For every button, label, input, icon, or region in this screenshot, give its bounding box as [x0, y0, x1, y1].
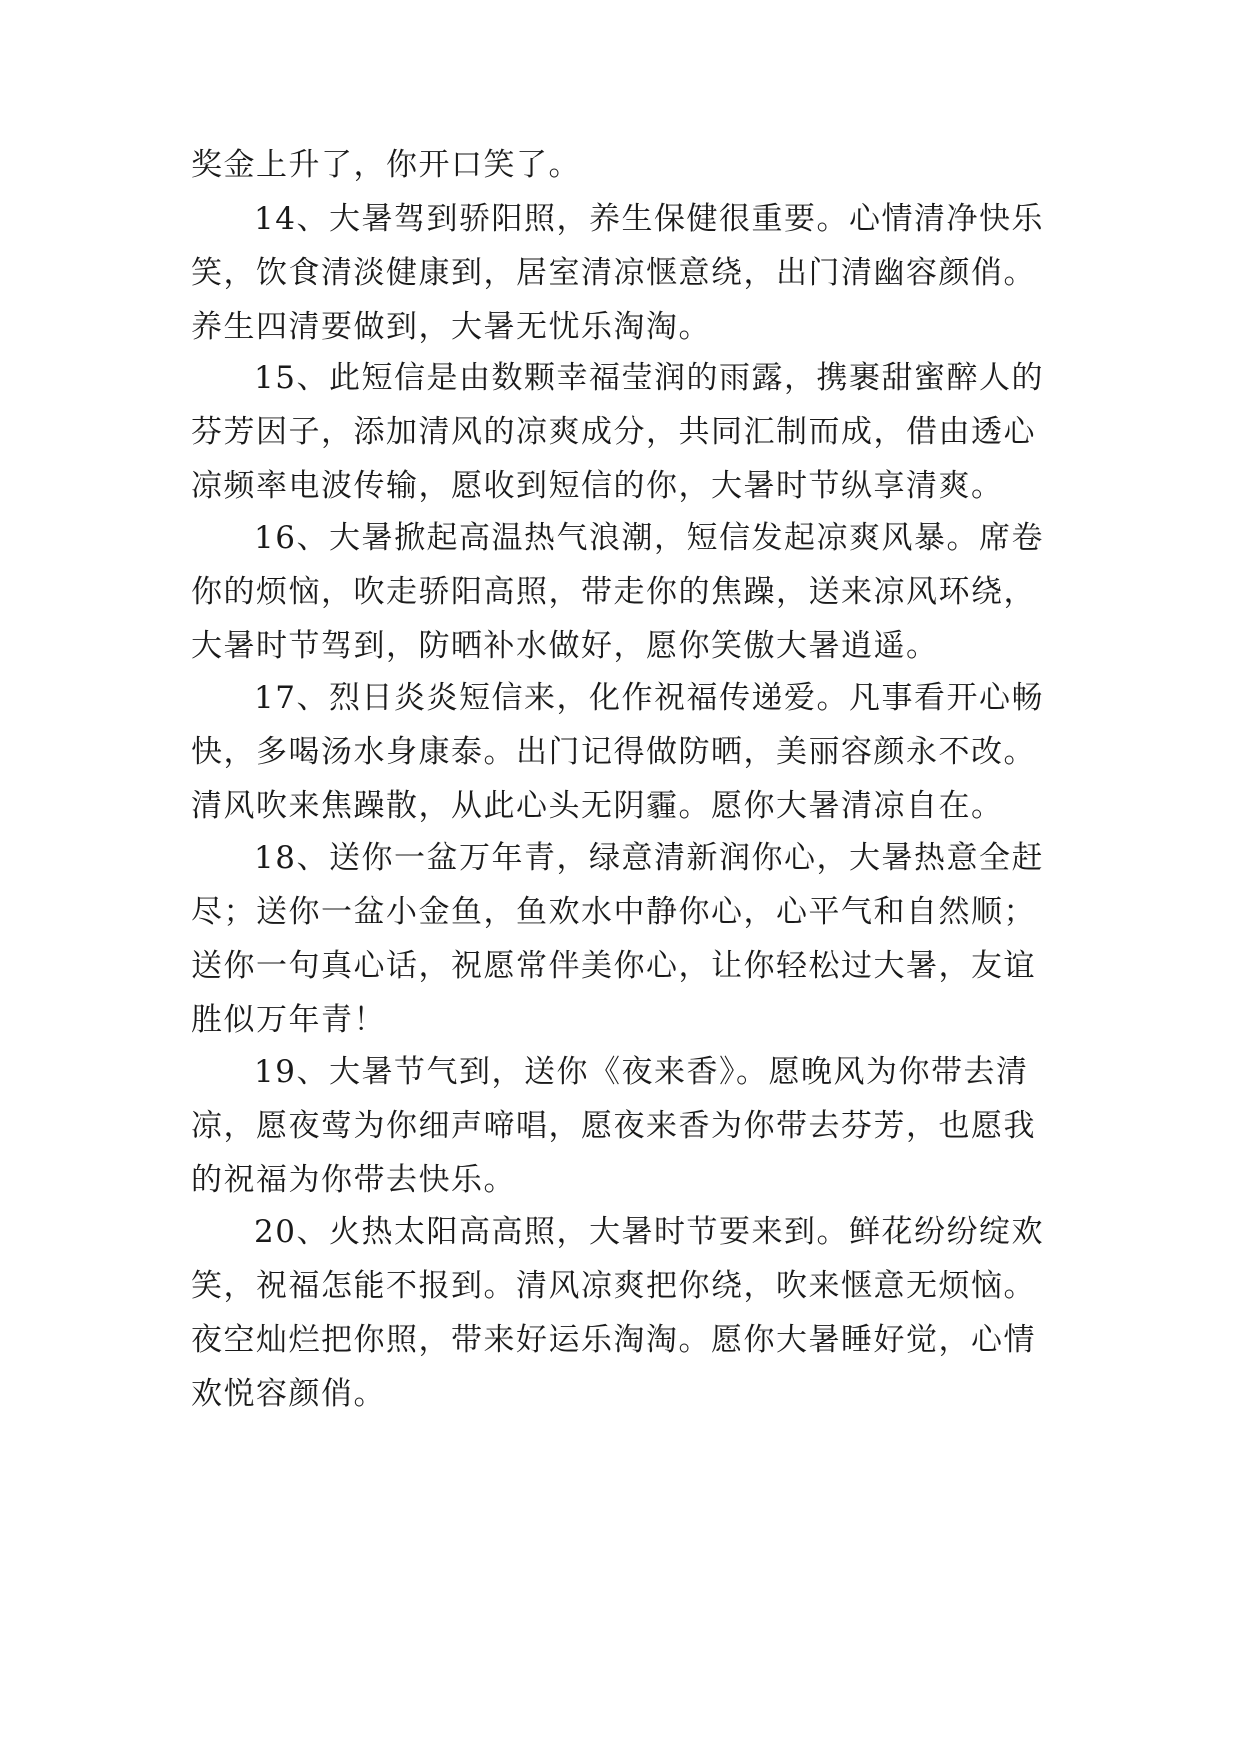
paragraph-15-line-2: 芬芳因子，添加清风的凉爽成分，共同汇制而成，借由透心 — [191, 414, 1036, 450]
paragraph-17-line-1: 17、烈日炎炎短信来，化作祝福传递爱。凡事看开心畅 — [254, 680, 1044, 716]
paragraph-14-line-1: 14、大暑驾到骄阳照，养生保健很重要。心情清净快乐 — [254, 201, 1044, 237]
paragraph-17-line-3: 清风吹来焦躁散，从此心头无阴霾。愿你大暑清凉自在。 — [191, 788, 1004, 824]
paragraph-14-line-2: 笑，饮食清淡健康到，居室清凉惬意绕，出门清幽容颜俏。 — [191, 255, 1036, 291]
paragraph-17-line-2: 快，多喝汤水身康泰。出门记得做防晒，美丽容颜永不改。 — [191, 734, 1036, 770]
paragraph-16-line-3: 大暑时节驾到，防晒补水做好，愿你笑傲大暑逍遥。 — [191, 628, 939, 664]
paragraph-18-line-3: 送你一句真心话，祝愿常伴美你心，让你轻松过大暑，友谊 — [191, 948, 1036, 984]
paragraph-18-line-4: 胜似万年青！ — [191, 1002, 386, 1038]
paragraph-16-line-2: 你的烦恼，吹走骄阳高照，带走你的焦躁，送来凉风环绕， — [191, 574, 1036, 610]
paragraph-19-line-1: 19、大暑节气到，送你《夜来香》。愿晚风为你带去清 — [254, 1054, 1029, 1090]
paragraph-20-line-4: 欢悦容颜俏。 — [191, 1376, 386, 1412]
paragraph-18-line-1: 18、送你一盆万年青，绿意清新润你心，大暑热意全赶 — [254, 840, 1044, 876]
paragraph-16-line-1: 16、大暑掀起高温热气浪潮，短信发起凉爽风暴。席卷 — [254, 520, 1044, 556]
text-line: 奖金上升了，你开口笑了。 — [191, 147, 581, 183]
paragraph-20-line-2: 笑，祝福怎能不报到。清风凉爽把你绕，吹来惬意无烦恼。 — [191, 1268, 1036, 1304]
paragraph-20-line-3: 夜空灿烂把你照，带来好运乐淘淘。愿你大暑睡好觉，心情 — [191, 1322, 1036, 1358]
paragraph-19-line-3: 的祝福为你带去快乐。 — [191, 1162, 516, 1198]
paragraph-14-line-3: 养生四清要做到，大暑无忧乐淘淘。 — [191, 309, 711, 345]
paragraph-19-line-2: 凉，愿夜莺为你细声啼唱，愿夜来香为你带去芬芳，也愿我 — [191, 1108, 1036, 1144]
paragraph-15-line-1: 15、此短信是由数颗幸福莹润的雨露，携裹甜蜜醉人的 — [254, 360, 1044, 396]
paragraph-20-line-1: 20、火热太阳高高照，大暑时节要来到。鲜花纷纷绽欢 — [254, 1214, 1044, 1250]
paragraph-15-line-3: 凉频率电波传输，愿收到短信的你，大暑时节纵享清爽。 — [191, 468, 1004, 504]
paragraph-18-line-2: 尽；送你一盆小金鱼，鱼欢水中静你心，心平气和自然顺； — [191, 894, 1036, 930]
